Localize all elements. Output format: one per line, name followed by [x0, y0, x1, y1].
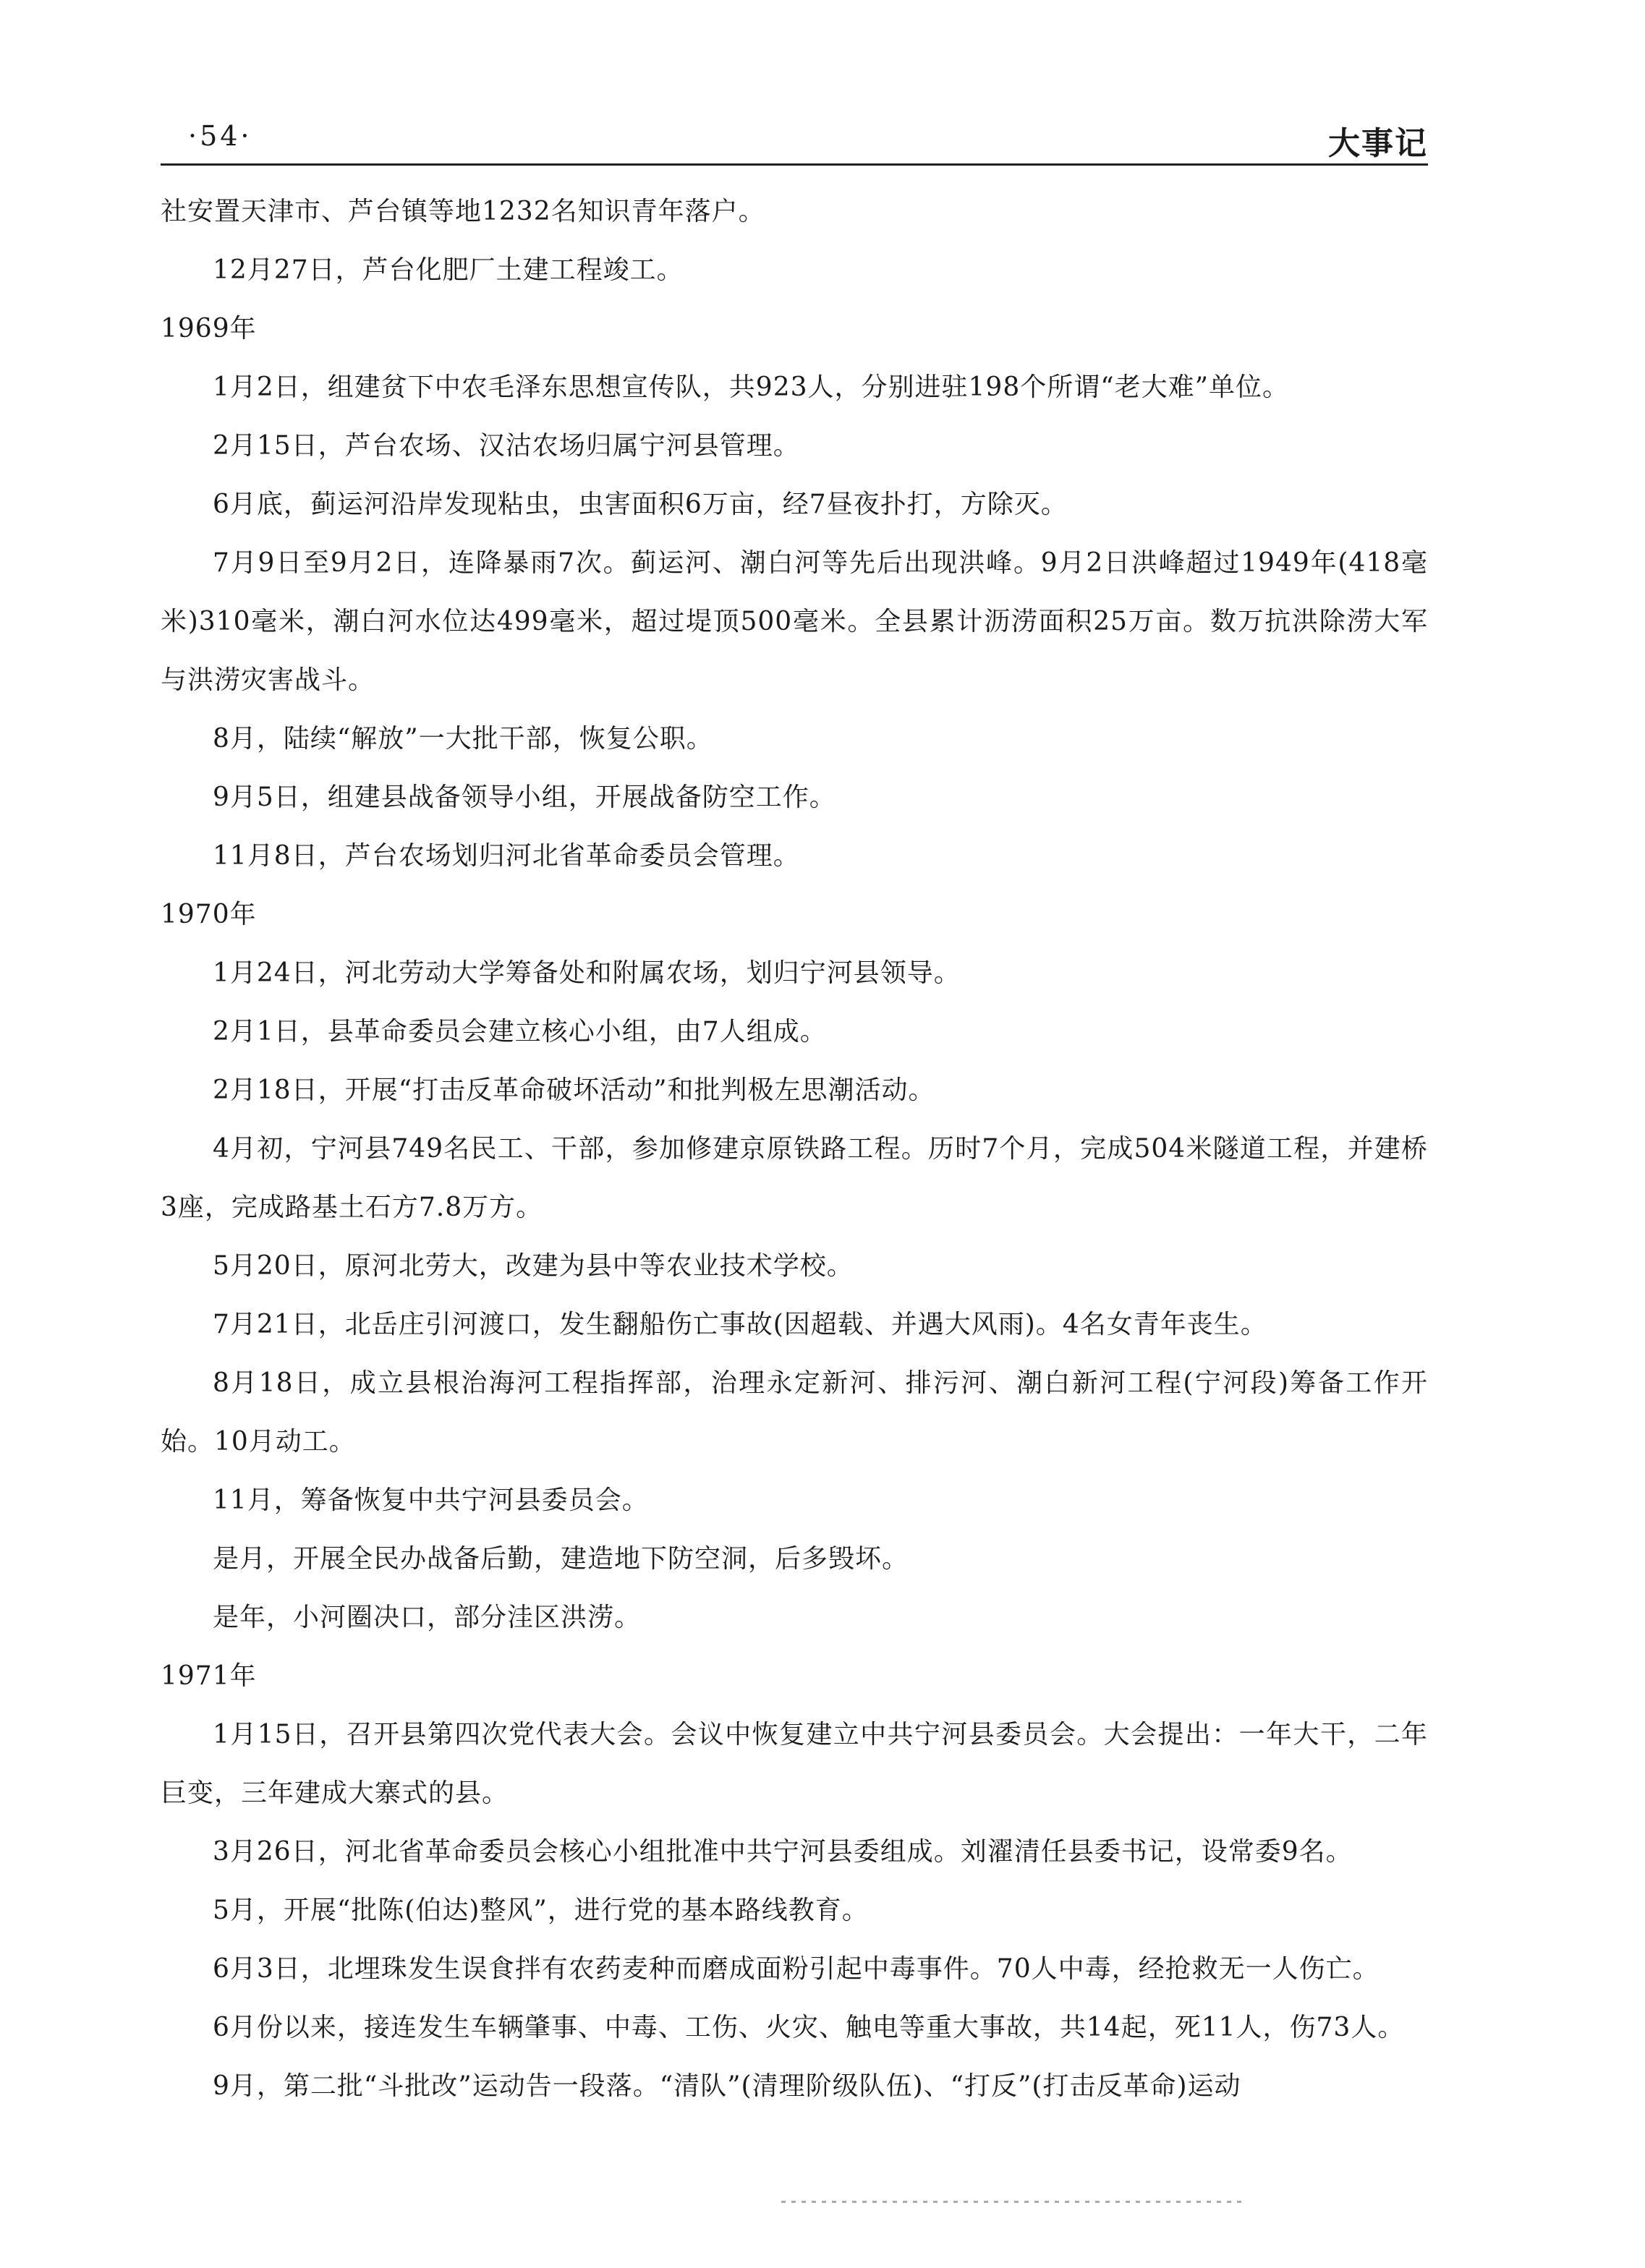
chronicle-entry: 8月，陆续“解放”一大批干部，恢复公职。: [213, 724, 713, 754]
chronicle-entry: 6月3日，北埋珠发生误食拌有农药麦种而磨成面粉引起中毒事件。70人中毒，经抢救无一人伤亡。: [213, 1954, 1380, 1984]
chronicle-entry: 9月，第二批“斗批改”运动告一段落。“清队”(清理阶级队伍)、“打反”(打击反革命)运动: [213, 2071, 1241, 2101]
chronicle-entry: 9月5日，组建县战备领导小组，开展战备防空工作。: [213, 783, 836, 812]
header-rule: [161, 163, 1428, 166]
section-title: 大事记: [1328, 125, 1428, 162]
year-heading: 1969年: [161, 314, 257, 344]
page-number: ·54·: [188, 120, 252, 152]
chronicle-entry: 6月份以来，接连发生车辆肇事、中毒、工伤、火灾、触电等重大事故，共14起，死11人，伤73人。: [213, 2013, 1405, 2042]
chronicle-entry: 5月，开展“批陈(伯达)整风”，进行党的基本路线教育。: [213, 1896, 869, 1925]
scan-artifact: [781, 2201, 1244, 2203]
chronicle-entry: 是月，开展全民办战备后勤，建造地下防空洞，后多毁坏。: [213, 1544, 909, 1574]
chronicle-body: [161, 182, 1428, 2115]
chronicle-entry: 12月27日，芦台化肥厂土建工程竣工。: [213, 255, 684, 285]
chronicle-entry: 7月9日至9月2日，连降暴雨7次。蓟运河、潮白河等先后出现洪峰。9月2日洪峰超过1949年(418毫米)310毫米，潮白河水位达499毫米，超过堤顶500毫米。全县累计沥涝面积25万亩。数万抗洪除涝大军与洪涝灾害战斗。: [161, 548, 1428, 695]
chronicle-entry: 11月8日，芦台农场划归河北省革命委员会管理。: [213, 841, 800, 871]
year-heading: 1971年: [161, 1661, 257, 1691]
chronicle-entry: 5月20日，原河北劳大，改建为县中等农业技术学校。: [213, 1251, 854, 1281]
chronicle-entry: 2月15日，芦台农场、汉沽农场归属宁河县管理。: [213, 431, 800, 461]
chronicle-entry: 社安置天津市、芦台镇等地1232名知识青年落户。: [161, 197, 765, 226]
chronicle-entry: 1月24日，河北劳动大学筹备处和附属农场，划归宁河县领导。: [213, 958, 961, 988]
chronicle-entry: 8月18日，成立县根治海河工程指挥部，治理永定新河、排污河、潮白新河工程(宁河段)筹备工作开始。10月动工。: [161, 1368, 1428, 1457]
chronicle-entry: 1月2日，组建贫下中农毛泽东思想宣传队，共923人，分别进驻198个所谓“老大难”单位。: [213, 372, 1290, 402]
chronicle-entry: 2月18日，开展“打击反革命破坏活动”和批判极左思潮活动。: [213, 1075, 935, 1105]
page-header: [161, 117, 1428, 168]
chronicle-entry: 3月26日，河北省革命委员会核心小组批准中共宁河县委组成。刘濯清任县委书记，设常委9名。: [213, 1837, 1353, 1867]
chronicle-entry: 11月，筹备恢复中共宁河县委员会。: [213, 1485, 649, 1515]
chronicle-entry: 2月1日，县革命委员会建立核心小组，由7人组成。: [213, 1017, 827, 1046]
year-heading: 1970年: [161, 900, 257, 929]
chronicle-entry: 是年，小河圈决口，部分洼区洪涝。: [213, 1603, 642, 1632]
chronicle-entry: 6月底，蓟运河沿岸发现粘虫，虫害面积6万亩，经7昼夜扑打，方除灭。: [213, 490, 1068, 519]
chronicle-entry: 1月15日，召开县第四次党代表大会。会议中恢复建立中共宁河县委员会。大会提出：一年大干，二年巨变，三年建成大寨式的县。: [161, 1720, 1428, 1808]
chronicle-entry: 7月21日，北岳庄引河渡口，发生翻船伤亡事故(因超载、并遇大风雨)。4名女青年丧生。: [213, 1310, 1267, 1339]
chronicle-entry: 4月初，宁河县749名民工、干部，参加修建京原铁路工程。历时7个月，完成504米隧道工程，并建桥3座，完成路基土石方7.8万方。: [161, 1134, 1428, 1222]
